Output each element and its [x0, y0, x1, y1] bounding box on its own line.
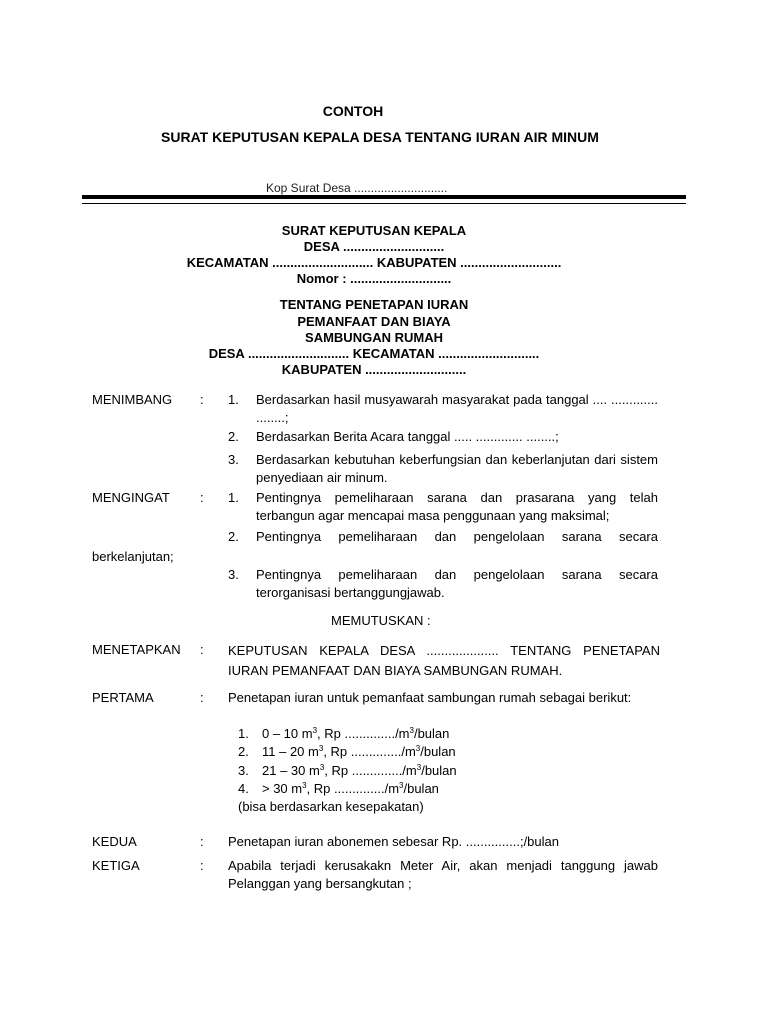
tarif-item-4-unit: /bulan — [403, 781, 439, 796]
tarif-item-1-number: 1. — [238, 726, 249, 741]
tarif-item-1-sup: 3 — [312, 726, 318, 735]
tarif-item-1-unit: /bulan — [413, 726, 450, 741]
menimbang-item-1-number: 1. — [228, 392, 239, 407]
tentang-line4: DESA ............................ KECAMATAN ............................ — [208, 346, 540, 361]
tarif-item-1-range: 0 – 10 m — [262, 726, 313, 741]
sk-title-line1: SURAT KEPUTUSAN KEPALA — [281, 223, 467, 238]
menimbang-item-3-text: Berdasarkan kebutuhan keberfungsian dan keberlanjutan dari sistem penyediaan air minum. — [256, 452, 658, 485]
tarif-item-2-sup2: 3 — [415, 744, 421, 753]
menetapkan-label: MENETAPKAN — [92, 642, 181, 657]
pertama-colon: : — [200, 690, 204, 705]
tarif-item-2-unit: /bulan — [420, 744, 456, 759]
tentang-line1: TENTANG PENETAPAN IURAN — [279, 297, 469, 312]
document-title: CONTOH — [322, 103, 384, 119]
tarif-item-3-range: 21 – 30 m — [262, 763, 320, 778]
tarif-item-1-sup2: 3 — [409, 726, 414, 735]
tarif-item-4 — [238, 780, 658, 798]
mengingat-item-3-text: Pentingnya pemeliharaan dan pengelolaan sarana secara terorganisasi bertanggungjawab. — [256, 567, 658, 600]
tarif-item-4-price: , Rp ............../m — [306, 781, 400, 796]
tentang-line3: SAMBUNGAN RUMAH — [305, 330, 443, 345]
tarif-item-1-price: , Rp ............../m — [317, 726, 410, 741]
pertama-intro: Penetapan iuran untuk pemanfaat sambungan rumah sebagai berikut: — [228, 690, 632, 705]
kop-surat: Kop Surat Desa ............................ — [266, 181, 448, 195]
tarif-item-2-sup: 3 — [318, 744, 324, 753]
tarif-item-3-unit: /bulan — [421, 763, 457, 778]
menimbang-item-2-number: 2. — [228, 429, 239, 444]
menimbang-item-1-text: Berdasarkan hasil musyawarah masyarakat pada tanggal .... ............. ........; — [256, 392, 658, 425]
sk-title-line4: Nomor : ............................ — [296, 271, 452, 286]
ketiga-colon: : — [200, 858, 204, 873]
mengingat-item-1-number: 1. — [228, 490, 239, 505]
tarif-item-2-number: 2. — [238, 744, 249, 759]
kedua-text: Penetapan iuran abonemen sebesar Rp. ...............;/bulan — [228, 834, 559, 849]
tarif-item-1 — [238, 725, 658, 743]
mengingat-item-1-text: Pentingnya pemeliharaan sarana dan prasarana yang telah terbangun agar mencapai masa penggunaan yang maksimal; — [256, 490, 658, 523]
kedua-colon: : — [200, 834, 204, 849]
menetapkan-text: KEPUTUSAN KEPALA DESA .................... TENTANG PENETAPAN IURAN PEMANFAAT DAN BIAYA SAMBUNGAN RUMAH. — [228, 643, 660, 678]
pertama-label: PERTAMA — [92, 690, 154, 705]
mengingat-label: MENGINGAT — [92, 490, 170, 505]
document-subtitle: SURAT KEPUTUSAN KEPALA DESA TENTANG IURAN AIR MINUM — [161, 129, 599, 145]
tarif-item-3 — [238, 762, 658, 780]
menimbang-item-3-number: 3. — [228, 452, 239, 467]
tarif-note: (bisa berdasarkan kesepakatan) — [238, 799, 424, 814]
sk-title-line2: DESA ............................ — [303, 239, 445, 254]
mengingat-item-3-number: 3. — [228, 567, 239, 582]
tentang-line5: KABUPATEN ............................ — [281, 362, 467, 377]
menimbang-label: MENIMBANG — [92, 392, 173, 407]
tarif-item-2-range: 11 – 20 m — [262, 744, 319, 759]
menimbang-item-2-text: Berdasarkan Berita Acara tanggal ..... ............. ........; — [256, 429, 559, 444]
letterhead-rule-thin — [82, 203, 686, 204]
menimbang-colon: : — [200, 392, 204, 407]
ketiga-label: KETIGA — [92, 858, 140, 873]
kedua-label: KEDUA — [92, 834, 137, 849]
ketiga-text: Apabila terjadi kerusakakn Meter Air, akan menjadi tanggung jawab Pelanggan yang bersangkutan ; — [228, 858, 658, 891]
tarif-item-3-sup2: 3 — [416, 763, 422, 772]
mengingat-colon: : — [200, 490, 204, 505]
tarif-item-4-sup2: 3 — [399, 781, 404, 790]
mengingat-item-2-number: 2. — [228, 529, 239, 544]
mengingat-item-2-text: Pentingnya pemeliharaan dan pengelolaan sarana secara — [256, 529, 658, 544]
tarif-item-2 — [238, 743, 658, 761]
tarif-item-4-number: 4. — [238, 781, 249, 796]
letterhead-rule-thick — [82, 195, 686, 199]
tarif-item-3-price: , Rp ............../m — [324, 763, 417, 778]
tarif-item-2-price: , Rp ............../m — [323, 744, 416, 759]
memutuskan-heading: MEMUTUSKAN : — [331, 613, 431, 628]
mengingat-item-2-overflow: berkelanjutan; — [92, 549, 174, 564]
tarif-item-3-sup: 3 — [319, 763, 325, 772]
tarif-item-3-number: 3. — [238, 763, 249, 778]
tarif-item-4-sup: 3 — [302, 781, 307, 790]
sk-title-line3: KECAMATAN ............................ KABUPATEN ............................ — [186, 255, 562, 270]
tarif-item-4-range: > 30 m — [262, 781, 303, 796]
menetapkan-colon: : — [200, 642, 204, 657]
tentang-line2: PEMANFAAT DAN BIAYA — [297, 314, 451, 329]
